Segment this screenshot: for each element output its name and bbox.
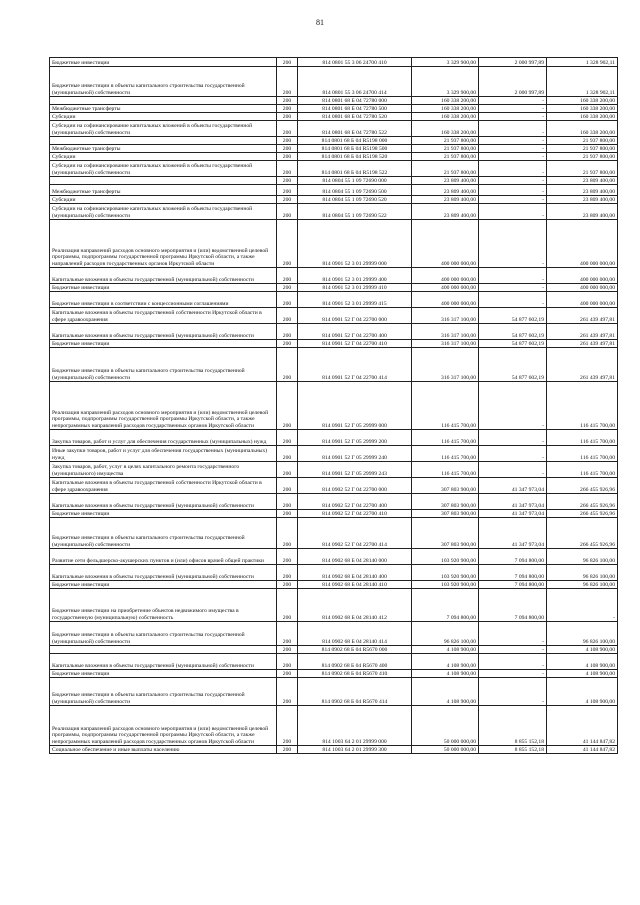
table-row — [50, 220, 618, 268]
row-remainder-cell: 116 415 700,00 — [547, 382, 618, 430]
row-remainder-cell: 116 415 700,00 — [547, 430, 618, 446]
row-plan-cell: 21 937 800,00 — [412, 137, 479, 145]
row-plan-cell: 4 108 900,00 — [412, 678, 479, 706]
row-executed-cell: - — [479, 268, 547, 284]
row-remainder-cell: 21 937 800,00 — [547, 153, 618, 161]
table-body — [50, 58, 618, 754]
row-remainder-cell: 400 000 000,00 — [547, 292, 618, 308]
row-code-cell: 814 0804 55 1 09 72690 520 — [298, 196, 412, 204]
row-code-cell: 814 0804 55 1 09 72690 522 — [298, 204, 412, 220]
row-executed-cell: 2 000 997,89 — [479, 67, 547, 97]
row-name-cell — [50, 137, 277, 145]
row-grbs-cell: 200 — [277, 153, 298, 161]
row-grbs-cell: 200 — [277, 284, 298, 292]
row-grbs-cell: 200 — [277, 177, 298, 185]
row-name-cell: Капитальные вложения в объекты государственной (муниципальной) собственности — [50, 654, 277, 670]
row-remainder-cell: 96 826 100,00 — [547, 622, 618, 646]
table-row — [50, 177, 618, 185]
row-executed-cell: 41 347 973,04 — [479, 478, 547, 494]
row-remainder-cell: 160 338 200,00 — [547, 97, 618, 105]
row-remainder-cell: 21 937 800,00 — [547, 137, 618, 145]
table-row — [50, 145, 618, 153]
row-plan-cell: 316 317 100,00 — [412, 340, 479, 348]
table-row — [50, 446, 618, 462]
row-code-cell: 814 0902 68 Б 04 28140 400 — [298, 565, 412, 581]
row-executed-cell: - — [479, 654, 547, 670]
row-remainder-cell: 116 415 700,00 — [547, 446, 618, 462]
row-plan-cell: 3 329 900,00 — [412, 58, 479, 67]
row-executed-cell: - — [479, 97, 547, 105]
row-name-cell: Бюджетные инвестиции в объекты капитального строительства государственной (муниципальной) собственности — [50, 678, 277, 706]
row-plan-cell: 23 809 400,00 — [412, 196, 479, 204]
row-name-cell: Капитальные вложения в объекты государственной (муниципальной) собственности — [50, 268, 277, 284]
row-grbs-cell: 200 — [277, 622, 298, 646]
row-remainder-cell: 400 000 000,00 — [547, 220, 618, 268]
row-name-cell — [50, 646, 277, 654]
row-name-cell: Межбюджетные трансферты — [50, 145, 277, 153]
row-remainder-cell: 400 000 000,00 — [547, 284, 618, 292]
row-remainder-cell: 160 338 200,00 — [547, 121, 618, 137]
row-code-cell: 814 0902 68 Б 04 28140 000 — [298, 549, 412, 565]
row-plan-cell: 23 809 400,00 — [412, 177, 479, 185]
table-row — [50, 137, 618, 145]
row-code-cell: 814 0801 68 Б 04 R5198 520 — [298, 153, 412, 161]
row-plan-cell: 307 803 900,00 — [412, 478, 479, 494]
row-name-cell: Капитальные вложения в объекты государственной (муниципальной) собственности — [50, 494, 277, 510]
budget-table — [49, 57, 618, 754]
row-executed-cell: 54 877 602,19 — [479, 324, 547, 340]
row-executed-cell: 41 347 973,04 — [479, 518, 547, 549]
row-executed-cell: 7 094 800,00 — [479, 565, 547, 581]
table-row — [50, 494, 618, 510]
row-code-cell: 814 0901 52 3 01 29999 400 — [298, 268, 412, 284]
row-name-cell: Субсидии на софинансирование капитальных вложений в объекты государственной (муниципальной) собственности — [50, 121, 277, 137]
row-plan-cell: 21 937 800,00 — [412, 145, 479, 153]
row-grbs-cell: 200 — [277, 67, 298, 97]
row-grbs-cell: 200 — [277, 185, 298, 196]
row-code-cell: 814 0902 52 Г 04 22700 000 — [298, 478, 412, 494]
table-row — [50, 105, 618, 113]
row-executed-cell: - — [479, 113, 547, 121]
row-grbs-cell: 200 — [277, 292, 298, 308]
page-number: 81 — [316, 18, 324, 27]
row-plan-cell: 103 920 900,00 — [412, 549, 479, 565]
row-plan-cell: 160 338 200,00 — [412, 97, 479, 105]
row-plan-cell: 316 317 100,00 — [412, 348, 479, 382]
row-remainder-cell: 261 439 497,81 — [547, 308, 618, 324]
row-code-cell: 814 0804 55 1 09 72690 000 — [298, 177, 412, 185]
row-plan-cell: 21 937 800,00 — [412, 161, 479, 177]
row-executed-cell: 7 094 800,00 — [479, 581, 547, 589]
row-code-cell: 814 0902 52 Г 04 22700 400 — [298, 494, 412, 510]
row-grbs-cell: 200 — [277, 706, 298, 746]
row-remainder-cell: - — [547, 589, 618, 622]
row-code-cell: 814 1003 64 2 01 29999 000 — [298, 706, 412, 746]
row-code-cell: 814 0901 52 Г 04 22700 400 — [298, 324, 412, 340]
row-code-cell: 814 0901 52 Г 05 29999 240 — [298, 446, 412, 462]
row-grbs-cell: 200 — [277, 670, 298, 678]
row-plan-cell: 116 415 700,00 — [412, 430, 479, 446]
row-name-cell: Капитальные вложения в объекты государственной собственности Иркутской области в сфере здравоохранения — [50, 308, 277, 324]
row-name-cell: Реализация направлений расходов основного мероприятия и (или) ведомственной целевой программы, подпрограммы государственной программы Иркутской области, а также направлений расходов государственных органов Иркутской области — [50, 220, 277, 268]
row-grbs-cell: 200 — [277, 324, 298, 340]
table-row — [50, 153, 618, 161]
row-plan-cell: 50 000 000,00 — [412, 746, 479, 754]
row-executed-cell: - — [479, 177, 547, 185]
row-executed-cell: 54 877 602,19 — [479, 308, 547, 324]
row-remainder-cell: 23 809 400,00 — [547, 204, 618, 220]
row-name-cell: Закупка товаров, работ, услуг в целях капитального ремонта государственного (муниципального) имущества — [50, 462, 277, 478]
row-name-cell — [50, 97, 277, 105]
row-code-cell: 814 0801 68 Б 04 72780 000 — [298, 97, 412, 105]
row-remainder-cell: 261 439 497,81 — [547, 348, 618, 382]
row-name-cell: Бюджетные инвестиции — [50, 340, 277, 348]
row-code-cell: 814 0901 52 3 01 29999 000 — [298, 220, 412, 268]
row-remainder-cell: 23 809 400,00 — [547, 185, 618, 196]
row-code-cell: 814 0902 68 Б 04 R5670 000 — [298, 646, 412, 654]
row-code-cell: 814 0901 52 Г 05 29999 200 — [298, 430, 412, 446]
row-code-cell: 814 0901 52 Г 04 22700 410 — [298, 340, 412, 348]
table-row — [50, 565, 618, 581]
row-name-cell: Субсидии на софинансирование капитальных вложений в объекты государственной (муниципальной) собственности — [50, 204, 277, 220]
row-code-cell: 814 0801 68 Б 04 R5198 000 — [298, 137, 412, 145]
table-row — [50, 382, 618, 430]
row-code-cell: 814 0901 52 Г 04 22700 000 — [298, 308, 412, 324]
row-remainder-cell: 4 108 900,00 — [547, 654, 618, 670]
row-code-cell: 814 0902 52 Г 04 22700 414 — [298, 518, 412, 549]
row-code-cell: 814 0804 55 1 09 72690 500 — [298, 185, 412, 196]
row-executed-cell: - — [479, 196, 547, 204]
row-remainder-cell: 261 439 497,81 — [547, 340, 618, 348]
row-remainder-cell: 266 455 926,96 — [547, 510, 618, 518]
row-remainder-cell: 116 415 700,00 — [547, 462, 618, 478]
row-code-cell: 814 0901 52 Г 04 22700 414 — [298, 348, 412, 382]
row-executed-cell: 54 877 602,19 — [479, 340, 547, 348]
row-grbs-cell: 200 — [277, 113, 298, 121]
row-executed-cell: - — [479, 622, 547, 646]
row-remainder-cell: 23 809 400,00 — [547, 177, 618, 185]
row-name-cell: Бюджетные инвестиции в соответствии с концессионными соглашениями — [50, 292, 277, 308]
row-grbs-cell: 200 — [277, 518, 298, 549]
row-plan-cell: 103 920 900,00 — [412, 565, 479, 581]
row-name-cell: Бюджетные инвестиции — [50, 581, 277, 589]
table-row — [50, 308, 618, 324]
row-name-cell: Бюджетные инвестиции в объекты капитального строительства государственной (муниципальной) собственности — [50, 622, 277, 646]
row-name-cell: Закупка товаров, работ и услуг для обеспечения государственных (муниципальных) нужд — [50, 430, 277, 446]
row-remainder-cell: 4 108 900,00 — [547, 646, 618, 654]
row-executed-cell: - — [479, 105, 547, 113]
row-remainder-cell: 4 108 900,00 — [547, 678, 618, 706]
row-name-cell: Капитальные вложения в объекты государственной (муниципальной) собственности — [50, 565, 277, 581]
row-grbs-cell: 200 — [277, 348, 298, 382]
row-remainder-cell: 41 144 847,82 — [547, 706, 618, 746]
row-grbs-cell: 200 — [277, 478, 298, 494]
row-grbs-cell: 200 — [277, 678, 298, 706]
row-executed-cell: - — [479, 670, 547, 678]
row-executed-cell: 54 877 602,19 — [479, 348, 547, 382]
row-code-cell: 814 0902 68 Б 04 28140 414 — [298, 622, 412, 646]
row-grbs-cell: 200 — [277, 97, 298, 105]
row-remainder-cell: 160 338 200,00 — [547, 105, 618, 113]
row-code-cell: 814 1003 64 2 01 29999 300 — [298, 746, 412, 754]
row-executed-cell: - — [479, 153, 547, 161]
table-row — [50, 706, 618, 746]
row-grbs-cell: 200 — [277, 589, 298, 622]
row-grbs-cell: 200 — [277, 220, 298, 268]
row-executed-cell: - — [479, 145, 547, 153]
row-remainder-cell: 266 455 926,96 — [547, 518, 618, 549]
table-row — [50, 746, 618, 754]
table-row — [50, 348, 618, 382]
row-name-cell: Бюджетные инвестиции — [50, 58, 277, 67]
row-grbs-cell: 200 — [277, 646, 298, 654]
row-plan-cell: 160 338 200,00 — [412, 105, 479, 113]
row-grbs-cell: 200 — [277, 446, 298, 462]
row-name-cell: Субсидии — [50, 153, 277, 161]
table-row — [50, 97, 618, 105]
row-grbs-cell: 200 — [277, 382, 298, 430]
row-code-cell: 814 0902 68 Б 04 R5670 410 — [298, 670, 412, 678]
row-remainder-cell: 1 328 902,11 — [547, 58, 618, 67]
table-row — [50, 121, 618, 137]
row-executed-cell: - — [479, 137, 547, 145]
row-code-cell: 814 0801 68 Б 04 72780 520 — [298, 113, 412, 121]
row-remainder-cell: 266 455 926,96 — [547, 494, 618, 510]
row-executed-cell: - — [479, 204, 547, 220]
row-executed-cell: - — [479, 121, 547, 137]
row-grbs-cell: 200 — [277, 430, 298, 446]
row-remainder-cell: 400 000 000,00 — [547, 268, 618, 284]
row-executed-cell: - — [479, 220, 547, 268]
row-plan-cell: 307 803 900,00 — [412, 494, 479, 510]
row-code-cell: 814 0801 68 Б 04 R5198 522 — [298, 161, 412, 177]
row-plan-cell: 307 803 900,00 — [412, 510, 479, 518]
row-name-cell: Межбюджетные трансферты — [50, 185, 277, 196]
row-executed-cell: - — [479, 462, 547, 478]
row-plan-cell: 4 108 900,00 — [412, 654, 479, 670]
table-row — [50, 478, 618, 494]
row-name-cell: Иные закупки товаров, работ и услуг для обеспечения государственных (муниципальных) нужд — [50, 446, 277, 462]
row-name-cell: Субсидии на софинансирование капитальных вложений в объекты государственной (муниципальной) собственности — [50, 161, 277, 177]
row-plan-cell: 160 338 200,00 — [412, 113, 479, 121]
row-name-cell: Бюджетные инвестиции — [50, 510, 277, 518]
table-row — [50, 581, 618, 589]
row-plan-cell: 96 826 100,00 — [412, 622, 479, 646]
row-name-cell: Реализация направлений расходов основного мероприятия и (или) ведомственной целевой программы, подпрограммы государственной программы Иркутской области, а также непрограммных направлений расходов государственных органов Иркутской области — [50, 706, 277, 746]
row-remainder-cell: 23 809 400,00 — [547, 196, 618, 204]
row-name-cell: Субсидии — [50, 113, 277, 121]
table-row — [50, 58, 618, 67]
row-grbs-cell: 200 — [277, 340, 298, 348]
table-row — [50, 185, 618, 196]
row-executed-cell: 8 855 152,18 — [479, 706, 547, 746]
table-row — [50, 340, 618, 348]
table-row — [50, 589, 618, 622]
table-row — [50, 678, 618, 706]
row-name-cell: Реализация направлений расходов основного мероприятия и (или) ведомственной целевой программы, подпрограммы государственной программы Иркутской области, а также непрограммных направлений расходов государственных органов Иркутской области — [50, 382, 277, 430]
row-executed-cell: - — [479, 185, 547, 196]
row-name-cell: Межбюджетные трансферты — [50, 105, 277, 113]
row-executed-cell: - — [479, 161, 547, 177]
row-plan-cell: 50 000 000,00 — [412, 706, 479, 746]
row-name-cell: Бюджетные инвестиции в объекты капитального строительства государственной (муниципальной) собственности — [50, 518, 277, 549]
row-name-cell: Социальное обеспечение и иные выплаты населению — [50, 746, 277, 754]
table-row — [50, 518, 618, 549]
row-grbs-cell: 200 — [277, 565, 298, 581]
row-grbs-cell: 200 — [277, 510, 298, 518]
row-code-cell: 814 0902 68 Б 04 28140 412 — [298, 589, 412, 622]
row-remainder-cell: 261 439 497,81 — [547, 324, 618, 340]
table-row — [50, 622, 618, 646]
row-grbs-cell: 200 — [277, 654, 298, 670]
row-remainder-cell: 96 826 100,00 — [547, 581, 618, 589]
row-code-cell: 814 0902 68 Б 04 R5670 400 — [298, 654, 412, 670]
row-plan-cell: 116 415 700,00 — [412, 462, 479, 478]
row-remainder-cell: 160 338 200,00 — [547, 113, 618, 121]
row-grbs-cell: 200 — [277, 308, 298, 324]
row-executed-cell: - — [479, 292, 547, 308]
row-name-cell: Бюджетные инвестиции на приобретение объектов недвижимого имущества в государственную (муниципальную) собственность — [50, 589, 277, 622]
table-row — [50, 67, 618, 97]
row-name-cell: Бюджетные инвестиции в объекты капитального строительства государственной (муниципальной) собственности — [50, 348, 277, 382]
table-row — [50, 268, 618, 284]
row-plan-cell: 116 415 700,00 — [412, 446, 479, 462]
row-code-cell: 814 0801 55 3 06 24700 414 — [298, 67, 412, 97]
row-executed-cell: 7 094 800,00 — [479, 549, 547, 565]
row-plan-cell: 316 317 100,00 — [412, 308, 479, 324]
row-grbs-cell: 200 — [277, 494, 298, 510]
row-name-cell: Капитальные вложения в объекты государственной (муниципальной) собственности — [50, 324, 277, 340]
table-row — [50, 654, 618, 670]
row-executed-cell: - — [479, 646, 547, 654]
table-row — [50, 204, 618, 220]
row-executed-cell: - — [479, 430, 547, 446]
row-grbs-cell: 200 — [277, 137, 298, 145]
row-executed-cell: - — [479, 678, 547, 706]
row-code-cell: 814 0901 52 Г 05 29999 000 — [298, 382, 412, 430]
row-code-cell: 814 0902 52 Г 04 22700 410 — [298, 510, 412, 518]
row-remainder-cell: 96 826 100,00 — [547, 549, 618, 565]
row-remainder-cell: 4 108 900,00 — [547, 670, 618, 678]
row-executed-cell: 41 347 973,04 — [479, 510, 547, 518]
row-plan-cell: 400 000 000,00 — [412, 284, 479, 292]
row-grbs-cell: 200 — [277, 581, 298, 589]
row-name-cell — [50, 177, 277, 185]
row-name-cell: Бюджетные инвестиции в объекты капитального строительства государственной (муниципальной) собственности — [50, 67, 277, 97]
row-grbs-cell: 200 — [277, 196, 298, 204]
row-plan-cell: 4 108 900,00 — [412, 670, 479, 678]
row-plan-cell: 23 809 400,00 — [412, 204, 479, 220]
row-plan-cell: 400 000 000,00 — [412, 292, 479, 308]
row-plan-cell: 3 329 900,00 — [412, 67, 479, 97]
table-row — [50, 324, 618, 340]
row-name-cell: Развитие сети фельдшерско-акушерских пунктов и (или) офисов врачей общей практики — [50, 549, 277, 565]
row-code-cell: 814 0901 52 Г 05 29999 243 — [298, 462, 412, 478]
row-remainder-cell: 96 826 100,00 — [547, 565, 618, 581]
row-remainder-cell: 1 328 902,11 — [547, 67, 618, 97]
table-row — [50, 292, 618, 308]
row-grbs-cell: 200 — [277, 58, 298, 67]
row-name-cell: Бюджетные инвестиции — [50, 670, 277, 678]
row-executed-cell: 2 000 997,89 — [479, 58, 547, 67]
row-code-cell: 814 0901 52 3 01 29999 410 — [298, 284, 412, 292]
row-remainder-cell: 266 455 926,96 — [547, 478, 618, 494]
table-row — [50, 646, 618, 654]
row-executed-cell: 41 347 973,04 — [479, 494, 547, 510]
row-plan-cell: 307 803 900,00 — [412, 518, 479, 549]
row-grbs-cell: 200 — [277, 746, 298, 754]
row-plan-cell: 316 317 100,00 — [412, 324, 479, 340]
row-plan-cell: 4 108 900,00 — [412, 646, 479, 654]
table-row — [50, 670, 618, 678]
row-executed-cell: - — [479, 446, 547, 462]
row-executed-cell: 8 855 152,18 — [479, 746, 547, 754]
table-row — [50, 196, 618, 204]
table-row — [50, 113, 618, 121]
row-code-cell: 814 0902 68 Б 04 28140 410 — [298, 581, 412, 589]
row-code-cell: 814 0801 68 Б 04 72780 500 — [298, 105, 412, 113]
row-grbs-cell: 200 — [277, 549, 298, 565]
row-code-cell: 814 0801 68 Б 04 R5198 500 — [298, 145, 412, 153]
row-plan-cell: 160 338 200,00 — [412, 121, 479, 137]
row-code-cell: 814 0902 68 Б 04 R5670 414 — [298, 678, 412, 706]
row-name-cell: Капитальные вложения в объекты государственной собственности Иркутской области в сфере здравоохранения — [50, 478, 277, 494]
row-plan-cell: 7 094 800,00 — [412, 589, 479, 622]
row-grbs-cell: 200 — [277, 268, 298, 284]
row-executed-cell: - — [479, 284, 547, 292]
table-row — [50, 161, 618, 177]
row-code-cell: 814 0801 68 Б 04 72780 522 — [298, 121, 412, 137]
row-grbs-cell: 200 — [277, 462, 298, 478]
row-grbs-cell: 200 — [277, 161, 298, 177]
table-row — [50, 284, 618, 292]
row-plan-cell: 23 809 400,00 — [412, 185, 479, 196]
row-name-cell: Субсидии — [50, 196, 277, 204]
table-row — [50, 549, 618, 565]
row-executed-cell: - — [479, 382, 547, 430]
row-grbs-cell: 200 — [277, 204, 298, 220]
row-remainder-cell: 41 144 847,82 — [547, 746, 618, 754]
row-remainder-cell: 21 937 800,00 — [547, 161, 618, 177]
row-grbs-cell: 200 — [277, 121, 298, 137]
table-row — [50, 430, 618, 446]
row-plan-cell: 116 415 700,00 — [412, 382, 479, 430]
row-plan-cell: 21 937 800,00 — [412, 153, 479, 161]
row-plan-cell: 103 920 900,00 — [412, 581, 479, 589]
table-row — [50, 462, 618, 478]
row-name-cell: Бюджетные инвестиции — [50, 284, 277, 292]
row-grbs-cell: 200 — [277, 145, 298, 153]
row-remainder-cell: 21 937 800,00 — [547, 145, 618, 153]
row-plan-cell: 400 000 000,00 — [412, 268, 479, 284]
row-grbs-cell: 200 — [277, 105, 298, 113]
table-row — [50, 510, 618, 518]
row-plan-cell: 400 000 000,00 — [412, 220, 479, 268]
row-code-cell: 814 0901 52 3 01 29999 415 — [298, 292, 412, 308]
row-executed-cell: 7 094 800,00 — [479, 589, 547, 622]
row-code-cell: 814 0801 55 3 06 24700 410 — [298, 58, 412, 67]
